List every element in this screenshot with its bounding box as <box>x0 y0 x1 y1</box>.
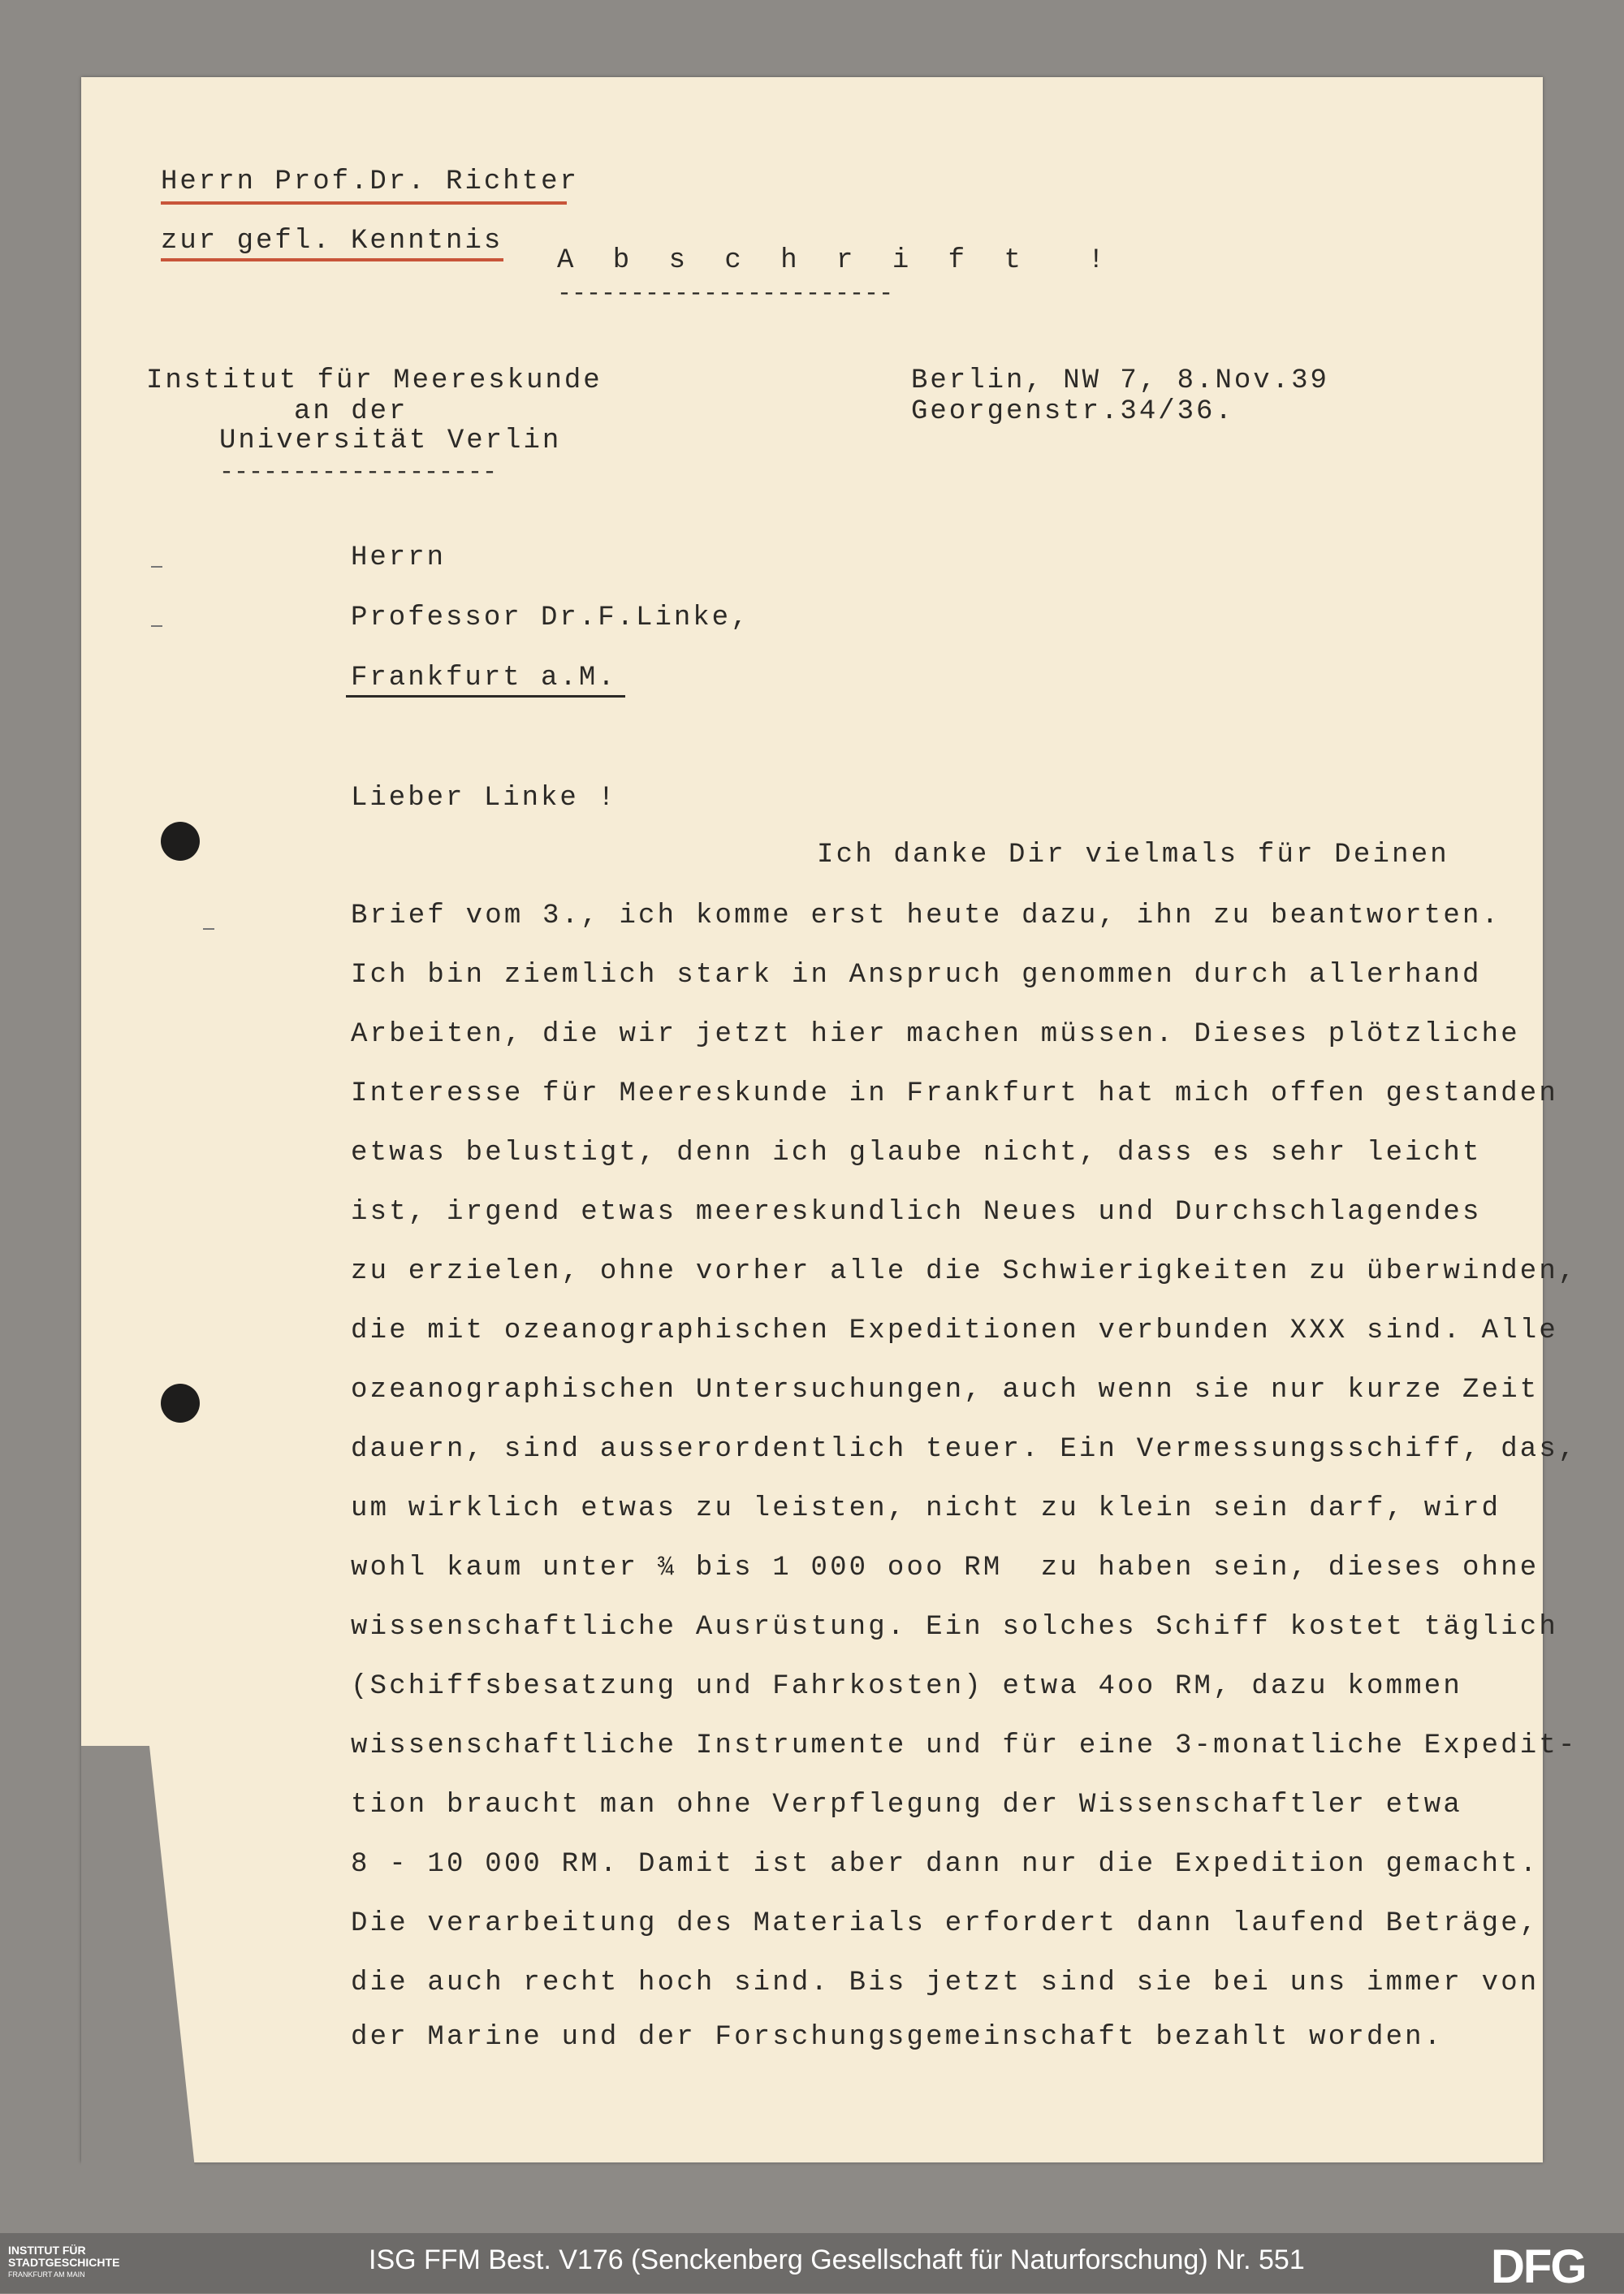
recipient-line-1: Herrn <box>351 542 447 573</box>
red-underline-2 <box>161 258 503 261</box>
punch-hole-bottom <box>161 1384 200 1423</box>
recipient-city-underline <box>346 695 625 698</box>
place-date-line-2: Georgenstr.34/36. <box>911 396 1234 427</box>
logo-line-3: FRANKFURT AM MAIN <box>8 2270 85 2279</box>
body-line: Brief vom 3., ich komme erst heute dazu, ihn zu beantworten. <box>351 901 1501 931</box>
margin-mark <box>203 928 214 930</box>
logo-line-2: STADTGESCHICHTE <box>8 2256 120 2269</box>
margin-mark <box>151 566 162 568</box>
body-line: (Schiffsbesatzung und Fahrkosten) etwa 4oo RM, dazu kommen <box>351 1671 1462 1702</box>
body-line: die mit ozeanographischen Expeditionen verbunden XXX sind. Alle <box>351 1315 1559 1346</box>
body-line: Ich danke Dir vielmals für Deinen <box>817 840 1449 871</box>
body-line: der Marine und der Forschungsgemeinschaft bezahlt worden. <box>351 2022 1444 2053</box>
sender-line-1: Institut für Meereskunde <box>146 365 603 396</box>
place-date-line-1: Berlin, NW 7, 8.Nov.39 <box>911 365 1329 396</box>
annotation-line-1: Herrn Prof.Dr. Richter <box>161 166 579 197</box>
archive-footer <box>0 2233 1624 2293</box>
archive-caption: ISG FFM Best. V176 (Senckenberg Gesellschaft für Naturforschung) Nr. 551 <box>369 2244 1305 2275</box>
body-line: wissenschaftliche Ausrüstung. Ein solches Schiff kostet täglich <box>351 1612 1559 1643</box>
body-line: dauern, sind ausserordentlich teuer. Ein Vermessungsschiff, das, <box>351 1434 1578 1465</box>
body-line: ist, irgend etwas meereskundlich Neues und Durchschlagendes <box>351 1197 1482 1228</box>
body-line: 8 - 10 000 RM. Damit ist aber dann nur die Expedition gemacht. <box>351 1849 1540 1880</box>
margin-mark <box>151 625 162 627</box>
body-line: Ich bin ziemlich stark in Anspruch genommen durch allerhand <box>351 960 1482 991</box>
body-line: tion braucht man ohne Verpflegung der Wissenschaftler etwa <box>351 1790 1462 1821</box>
red-underline-1 <box>161 201 567 205</box>
body-line: Interesse für Meereskunde in Frankfurt hat mich offen gestanden <box>351 1078 1559 1109</box>
logo-line-1: INSTITUT FÜR <box>8 2244 86 2257</box>
dfg-logo: DFG <box>1491 2240 1586 2293</box>
recipient-line-2: Professor Dr.F.Linke, <box>351 603 750 633</box>
sender-line-2: an der <box>294 396 408 427</box>
recipient-line-3: Frankfurt a.M. <box>351 663 617 693</box>
annotation-line-2: zur gefl. Kenntnis <box>161 226 503 257</box>
sender-underline: ------------------- <box>219 459 498 486</box>
body-line: Die verarbeitung des Materials erfordert dann laufend Beträge, <box>351 1908 1540 1939</box>
body-line: um wirklich etwas zu leisten, nicht zu klein sein darf, wird <box>351 1493 1501 1524</box>
body-line: ozeanographischen Untersuchungen, auch wenn sie nur kurze Zeit <box>351 1375 1540 1406</box>
body-line: etwas belustigt, denn ich glaube nicht, dass es sehr leicht <box>351 1138 1482 1169</box>
body-line: die auch recht hoch sind. Bis jetzt sind sie bei uns immer von <box>351 1968 1540 1998</box>
sender-line-3: Universität Verlin <box>219 426 562 456</box>
body-line: zu erzielen, ohne vorher alle die Schwierigkeiten zu überwinden, <box>351 1256 1578 1287</box>
punch-hole-top <box>161 822 200 861</box>
document-title: A b s c h r i f t ! <box>557 245 1116 276</box>
salutation: Lieber Linke ! <box>351 783 617 814</box>
body-line: wohl kaum unter ¾ bis 1 000 ooo RM zu haben sein, dieses ohne <box>351 1553 1540 1583</box>
archive-logo <box>8 2244 119 2281</box>
body-line: Arbeiten, die wir jetzt hier machen müssen. Dieses plötzliche <box>351 1019 1520 1050</box>
title-underline: ----------------------- <box>557 280 894 308</box>
body-line: wissenschaftliche Instrumente und für eine 3-monatliche Expedit- <box>351 1730 1578 1761</box>
